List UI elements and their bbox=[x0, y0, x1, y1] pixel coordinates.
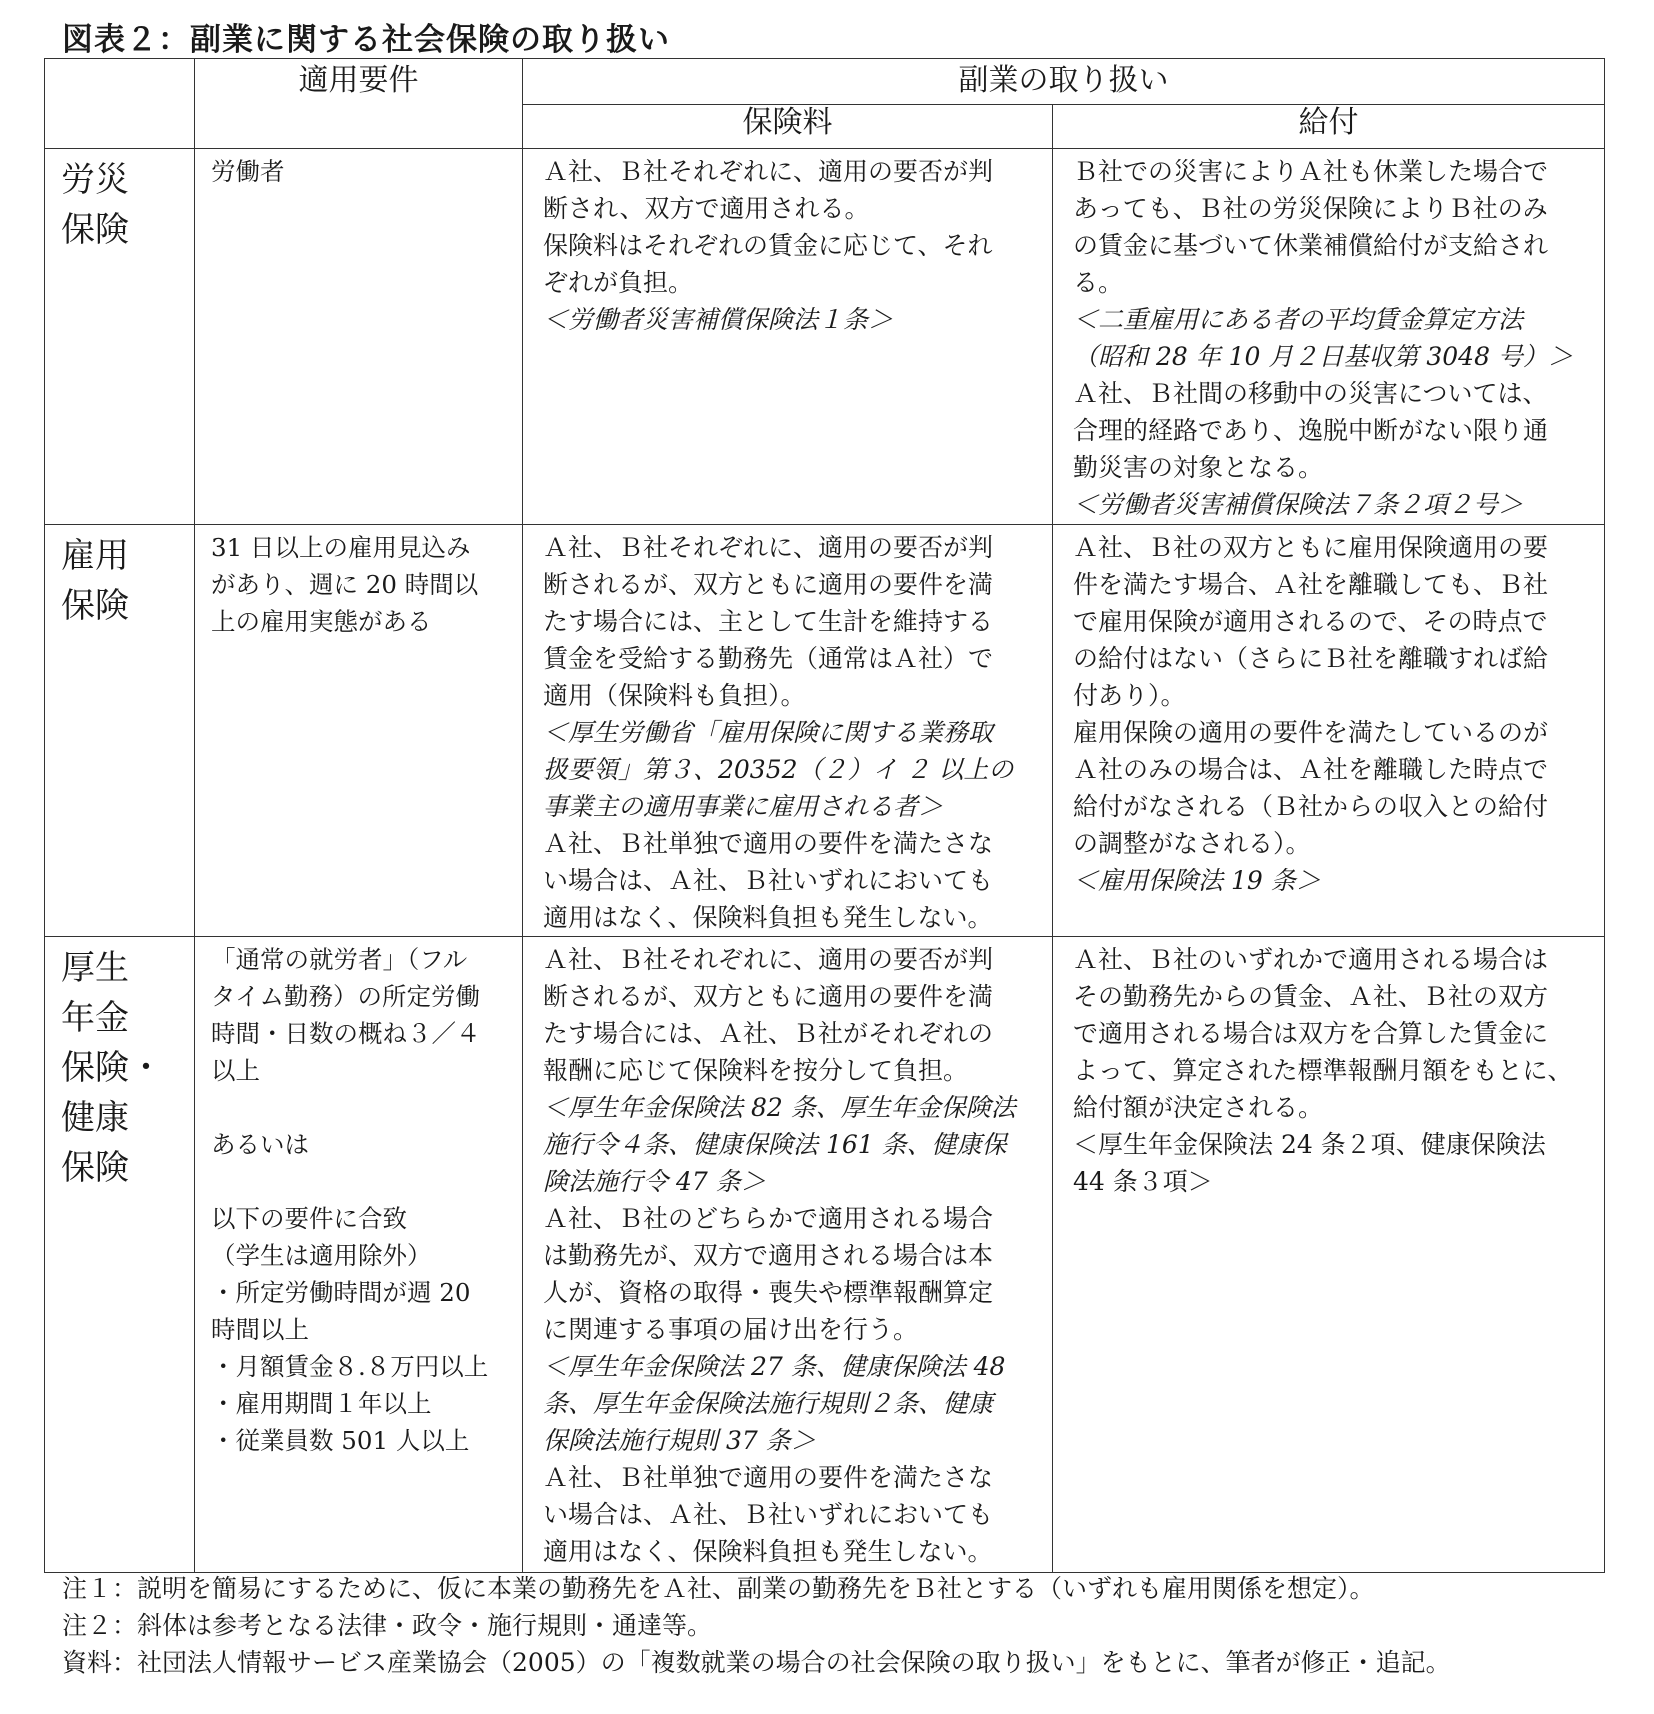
row-label bbox=[45, 149, 195, 525]
benefit-cell bbox=[1053, 525, 1605, 937]
header-premium: 保険料 bbox=[523, 105, 1053, 149]
paragraph: 労働者 bbox=[211, 157, 285, 186]
paragraph: Ａ社、Ｂ社それぞれに、適用の要否が判 断され、双方で適用される。 bbox=[543, 157, 994, 223]
row-label-text: 厚生 年金 保険・ 健康 保険 bbox=[61, 948, 163, 1188]
paragraph: Ａ社、Ｂ社それぞれに、適用の要否が判 断されるが、双方ともに適用の要件を満 たす場合には、Ａ社、Ｂ社がそれぞれの 報酬に応じて保険料を按分して負担。 bbox=[543, 945, 994, 1085]
legal-reference: ＜厚生年金保険法 27 条、健康保険法 48 条、厚生年金保険法施行規則２条、健康 保険法施行規則 37 条＞ bbox=[543, 1352, 1006, 1455]
row-label bbox=[45, 525, 195, 937]
paragraph: Ｂ社での災害によりＡ社も休業した場合で あっても、Ｂ社の労災保険によりＢ社のみ の賃金に基づいて休業補償給付が支給され る。 bbox=[1073, 157, 1549, 297]
requirement-cell bbox=[195, 937, 523, 1573]
header-benefit: 給付 bbox=[1053, 105, 1605, 149]
legal-reference: ＜雇用保険法 19 条＞ bbox=[1073, 866, 1321, 895]
paragraph: 保険料はそれぞれの賃金に応じて、それ ぞれが負担。 bbox=[543, 231, 993, 297]
page-title: 図表２：副業に関する社会保険の取り扱い bbox=[62, 22, 670, 58]
header-requirement: 適用要件 bbox=[195, 59, 523, 149]
header-row-1 bbox=[45, 59, 1605, 105]
requirement-cell bbox=[195, 525, 523, 937]
row-workers-comp bbox=[45, 149, 1605, 525]
legal-reference: ＜厚生労働省「雇用保険に関する業務取 扱要領」第３、20352（２）イ ２ 以上の 事業主の適用事業に雇用される者＞ bbox=[543, 718, 1014, 821]
paragraph: 「通常の就労者」（フル タイム勤務）の所定労働 時間・日数の概ね３／４ 以上 あるいは 以下の要件に合致 （学生は適用除外） ・所定労働時間が週 20 時間以上 ・月額賃金８.８万円以上 ・雇用期間１年以上 ・従業員数 501 人以上 bbox=[211, 945, 489, 1455]
note-2: 注２：斜体は参考となる法律・政令・施行規則・通達等。 bbox=[62, 1611, 713, 1640]
paragraph: ＜厚生年金保険法 24 条２項、健康保険法 44 条３項＞ bbox=[1073, 1130, 1546, 1196]
paragraph: Ａ社、Ｂ社単独で適用の要件を満たさな い場合は、Ａ社、Ｂ社いずれにおいても 適用はなく、保険料負担も発生しない。 bbox=[543, 829, 994, 932]
paragraph: 31 日以上の雇用見込み があり、週に 20 時間以 上の雇用実態がある bbox=[211, 533, 479, 636]
row-employment-insurance bbox=[45, 525, 1605, 937]
premium-cell bbox=[523, 149, 1053, 525]
row-label-text: 労災 保険 bbox=[61, 160, 129, 250]
note-source: 資料：社団法人情報サービス産業協会（2005）の「複数就業の場合の社会保険の取り扱い」をもとに、筆者が修正・追記。 bbox=[62, 1648, 1451, 1677]
premium-cell bbox=[523, 525, 1053, 937]
paragraph: Ａ社、Ｂ社それぞれに、適用の要否が判 断されるが、双方ともに適用の要件を満 たす場合には、主として生計を維持する 賃金を受給する勤務先（通常はＡ社）で 適用（保険料も負担）。 bbox=[543, 533, 994, 710]
row-label bbox=[45, 937, 195, 1573]
paragraph: Ａ社、Ｂ社単独で適用の要件を満たさな い場合は、Ａ社、Ｂ社いずれにおいても 適用はなく、保険料負担も発生しない。 bbox=[543, 1463, 994, 1566]
note-1: 注１：説明を簡易にするために、仮に本業の勤務先をＡ社、副業の勤務先をＢ社とする（いずれも雇用関係を想定）。 bbox=[62, 1574, 1375, 1603]
paragraph: Ａ社、Ｂ社のいずれかで適用される場合は その勤務先からの賃金、Ａ社、Ｂ社の双方 で適用される場合は双方を合算した賃金に よって、算定された標準報酬月額をもとに、 給付額が決定される。 bbox=[1073, 945, 1573, 1122]
paragraph: Ａ社、Ｂ社の双方ともに雇用保険適用の要 件を満たす場合、Ａ社を離職しても、Ｂ社 で雇用保険が適用されるので、その時点で の給付はない（さらにＢ社を離職すれば給 付あり）。 bbox=[1073, 533, 1549, 710]
legal-reference: ＜労働者災害補償保険法１条＞ bbox=[543, 305, 894, 334]
paragraph: 雇用保険の適用の要件を満たしているのが Ａ社のみの場合は、Ａ社を離職した時点で 給付がなされる（Ｂ社からの収入との給付 の調整がなされる）。 bbox=[1073, 718, 1549, 858]
legal-reference: ＜労働者災害補償保険法７条２項２号＞ bbox=[1073, 490, 1524, 519]
paragraph: Ａ社、Ｂ社間の移動中の災害については、 合理的経路であり、逸脱中断がない限り通 勤災害の対象となる。 bbox=[1073, 379, 1549, 482]
premium-cell bbox=[523, 937, 1053, 1573]
benefit-cell bbox=[1053, 149, 1605, 525]
header-handling: 副業の取り扱い bbox=[523, 59, 1605, 105]
row-label-text: 雇用 保険 bbox=[61, 536, 129, 626]
paragraph: Ａ社、Ｂ社のどちらかで適用される場合 は勤務先が、双方で適用される場合は本 人が、資格の取得・喪失や標準報酬算定 に関連する事項の届け出を行う。 bbox=[543, 1204, 994, 1344]
notes bbox=[62, 1570, 1451, 1681]
requirement-cell bbox=[195, 149, 523, 525]
legal-reference: ＜二重雇用にある者の平均賃金算定方法 （昭和 28 年 10 月２日基収第 3048 号）＞ bbox=[1073, 305, 1573, 371]
legal-reference: ＜厚生年金保険法 82 条、厚生年金保険法 施行令４条、健康保険法 161 条、健康保 険法施行令 47 条＞ bbox=[543, 1093, 1016, 1196]
header-empty-cell bbox=[45, 59, 195, 149]
row-pension-health bbox=[45, 937, 1605, 1573]
benefit-cell bbox=[1053, 937, 1605, 1573]
insurance-table bbox=[44, 58, 1605, 1573]
